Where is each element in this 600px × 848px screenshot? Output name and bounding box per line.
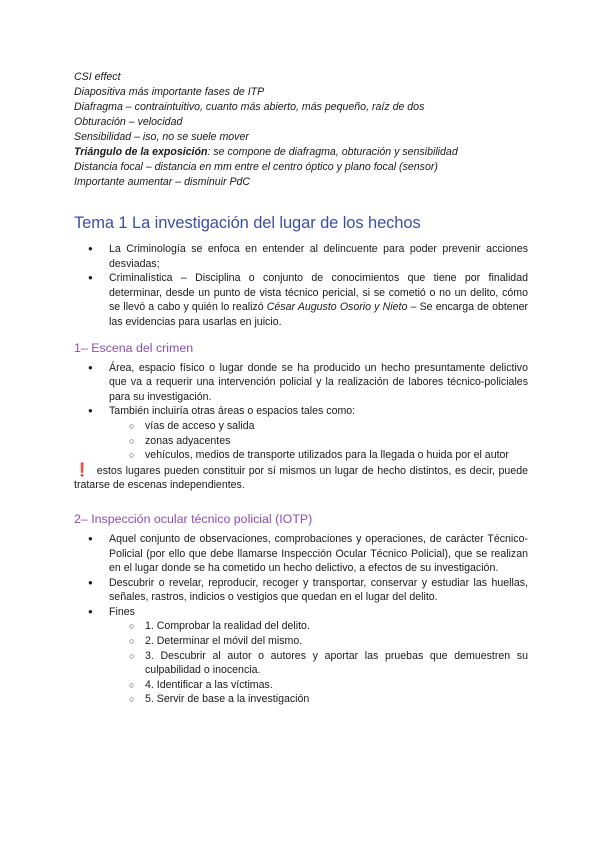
sublist — [109, 419, 528, 463]
list-item-text: Criminalística – Disciplina o conjunto de conocimientos que tiene por finalidad determinar, desde un punto de vista técnico pericial, si se cometió o no un delito, cómo se llevó a cabo y quién lo realizó — [109, 272, 528, 314]
list-item-text: – Se encarga de obtener las evidencias para usarlas en juicio. — [109, 301, 529, 328]
note-line: Diapositiva más importante fases de ITP — [74, 86, 265, 98]
sublist-item: ○ vías de acceso y salida — [109, 419, 528, 434]
note-line: Distancia focal – distancia en mm entre el centro óptico y plano focal (sensor) — [74, 161, 438, 173]
list-item: ● Descubrir o revelar, reproducir, recoger y transportar, conservar y estudiar las huellas, señales, rastros, indicios o vestigios que quedan en el lugar del delito. — [74, 576, 528, 605]
note-line: Obturación – velocidad — [74, 116, 183, 128]
exclamation-icon: ❗ — [74, 461, 91, 477]
list-item — [74, 605, 528, 707]
note-line: Importante aumentar – disminuir PdC — [74, 176, 251, 188]
list-item — [74, 404, 528, 462]
note-line: Sensibilidad – iso, no se suele mover — [74, 131, 249, 143]
sublist-item: ○ vehículos, medios de transporte utilizados para la llegada o huida por el autor — [109, 448, 528, 463]
sublist-item: ○ 3. Descubrir al autor o autores y aportar las pruebas que demuestren su culpabilidad o inocencia. — [109, 649, 528, 678]
note-line-rest: : se compone de diafragma, obturación y sensibilidad — [207, 146, 458, 158]
sublist-item: ○ 5. Servir de base a la investigación — [109, 692, 528, 707]
warning-text: estos lugares pueden constituir por sí mismos un lugar de hecho distintos, es decir, puede tratarse de escenas independientes. — [74, 464, 528, 492]
list-item: ● Área, espacio físico o lugar donde se ha producido un hecho presuntamente delictivo que va a requerir una intervención policial y la realización de labores técnico-policiales para su investigación. — [74, 361, 528, 405]
sublist-item: ○ 1. Comprobar la realidad del delito. — [109, 619, 528, 634]
list-item: ● La Criminología se enfoca en entender al delincuente para poder prevenir acciones desviadas; — [74, 242, 528, 271]
sublist-item: ○ 2. Determinar el móvil del mismo. — [109, 634, 528, 649]
section-heading-escena: 1– Escena del crimen — [74, 340, 194, 355]
list-item-text: Fines — [109, 605, 135, 618]
photo-notes — [74, 70, 528, 190]
sublist-item: ○ 4. Identificar a las víctimas. — [109, 678, 528, 693]
topic-bullets — [74, 242, 528, 330]
topic-heading: Tema 1 La investigación del lugar de los hechos — [74, 214, 421, 232]
section1-bullets — [74, 361, 528, 463]
note-bold-term: Triángulo de la exposición — [74, 146, 208, 158]
fines-sublist — [109, 619, 528, 707]
warning-note — [74, 463, 528, 493]
note-line: Diafragma – contraintuitivo, cuanto más abierto, más pequeño, raíz de dos — [74, 101, 425, 113]
author-name: César Augusto Osorio y Nieto — [266, 301, 408, 314]
list-item: ● Aquel conjunto de observaciones, comprobaciones y operaciones, de carácter Técnico-Policial (por ello que debe llamarse Inspección Ocular Técnico Policial), que se realizan en el lugar donde se ha cometido un hecho delictivo, a efectos de su investigación. — [74, 532, 528, 576]
list-item-text: También incluiría otras áreas o espacios tales como: — [109, 405, 356, 418]
note-line: CSI effect — [74, 71, 121, 83]
section2-bullets — [74, 532, 528, 707]
note-line — [74, 145, 528, 160]
section-heading-iotp: 2– Inspección ocular técnico policial (IOTP) — [74, 511, 313, 526]
sublist-item: ○ zonas adyacentes — [109, 434, 528, 449]
list-item — [74, 271, 528, 329]
